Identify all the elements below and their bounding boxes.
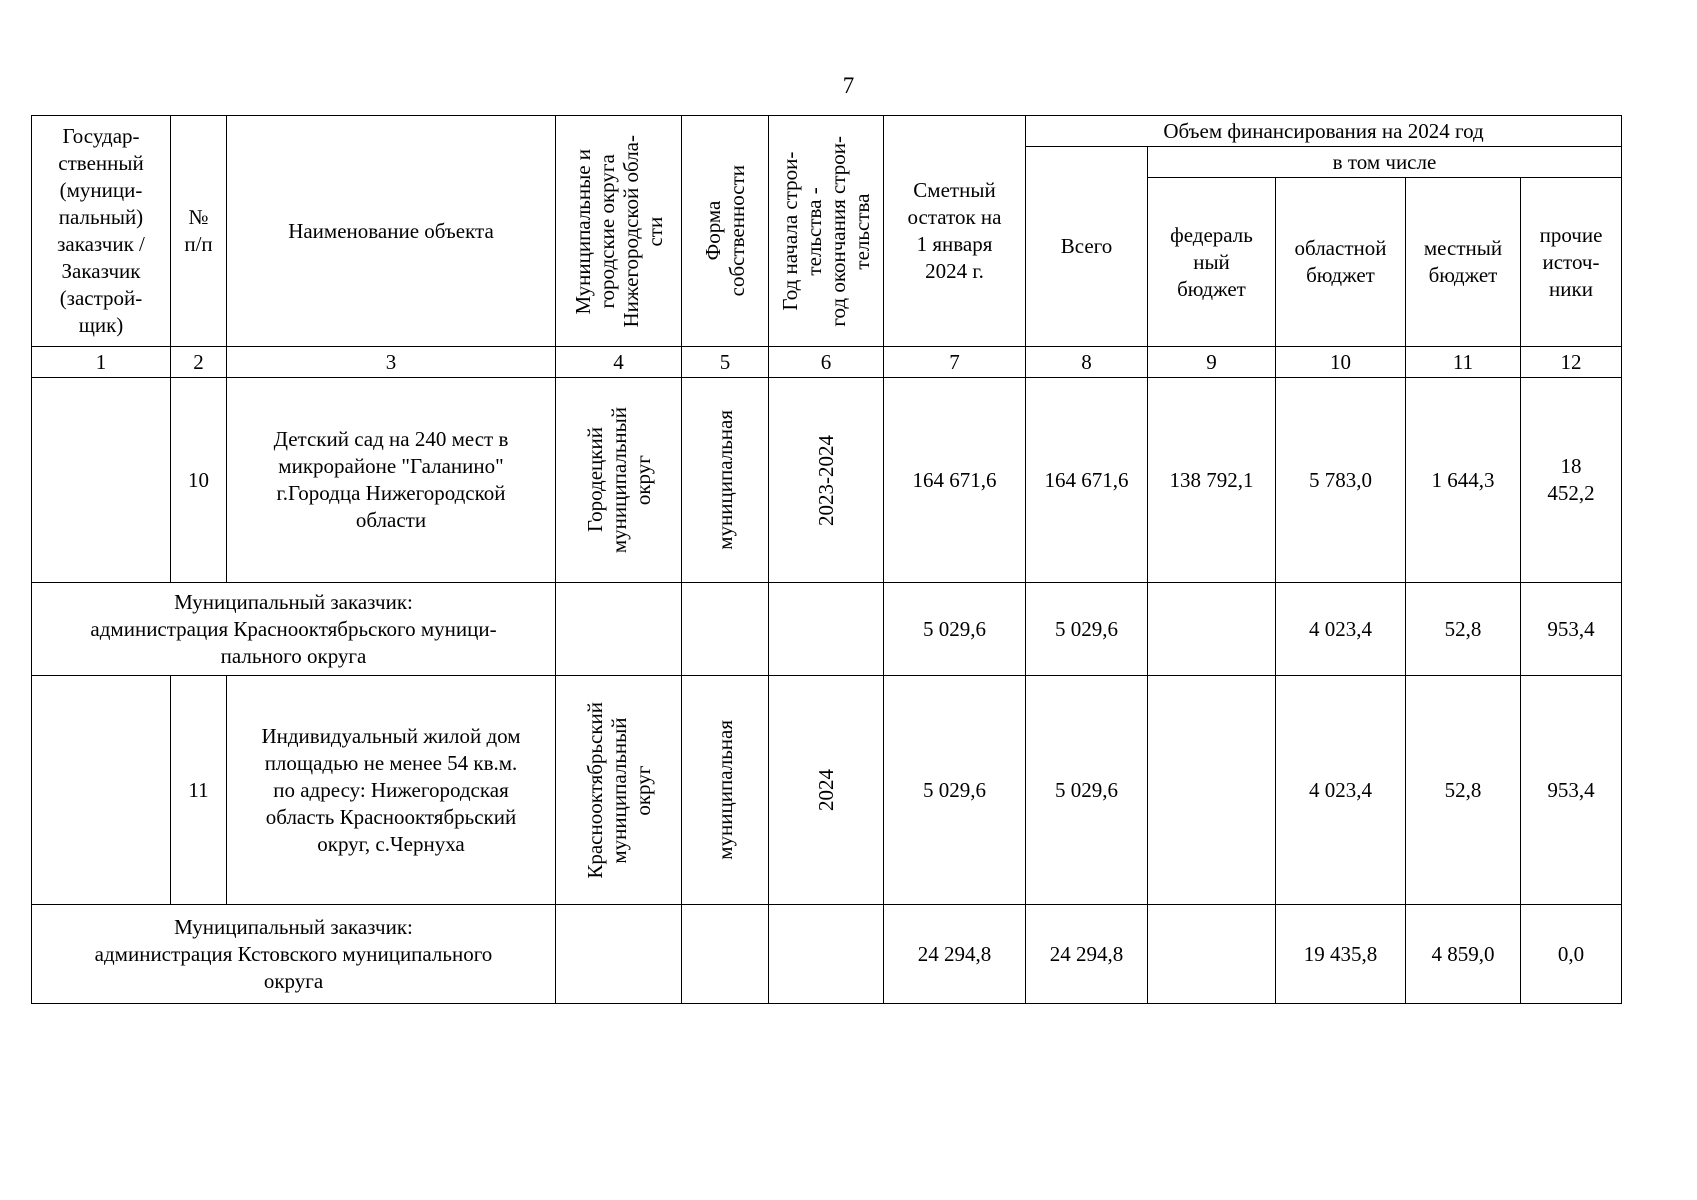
other-value: 0,0 (1521, 905, 1622, 1004)
header-ownership (682, 116, 769, 347)
header-financing: Объем финансирования на 2024 год (1026, 116, 1622, 147)
regional-value: 19 435,8 (1276, 905, 1406, 1004)
column-number: 3 (227, 347, 556, 378)
object-name: Детский сад на 240 мест в микрорайоне "Галанино" г.Городца Нижегородской области (227, 378, 556, 583)
column-number: 5 (682, 347, 769, 378)
column-number: 8 (1026, 347, 1148, 378)
row-num: 10 (171, 378, 227, 583)
column-number: 7 (884, 347, 1026, 378)
header-including: в том числе (1148, 147, 1622, 178)
years-text: 2024 (814, 769, 838, 811)
other-value: 953,4 (1521, 676, 1622, 905)
years-text: 2023-2024 (814, 434, 838, 526)
header-years-text: Год начала строи- тельства - год окончания строи- тельства (778, 135, 874, 327)
empty-cell (769, 583, 884, 676)
header-local: местный бюджет (1406, 178, 1521, 347)
header-districts-text: Муниципальные и городские округа Нижегородской обла- сти (570, 134, 667, 328)
empty-cell (682, 583, 769, 676)
column-number: 1 (32, 347, 171, 378)
header-total: Всего (1026, 147, 1148, 347)
row-num: 11 (171, 676, 227, 905)
other-value: 18 452,2 (1521, 378, 1622, 583)
header-regional: областной бюджет (1276, 178, 1406, 347)
district-text: Городецкий муниципальный округ (582, 406, 655, 554)
column-number: 9 (1148, 347, 1276, 378)
balance-value: 164 671,6 (884, 378, 1026, 583)
balance-value: 5 029,6 (884, 676, 1026, 905)
column-number: 10 (1276, 347, 1406, 378)
object-name: Индивидуальный жилой дом площадью не менее 54 кв.м. по адресу: Нижегородская область Краснооктябрьский округ, с.Чернуха (227, 676, 556, 905)
local-value: 1 644,3 (1406, 378, 1521, 583)
federal-value (1148, 583, 1276, 676)
column-numbers-row (32, 347, 1622, 378)
ownership-text: муниципальная (713, 410, 737, 550)
district-cell (556, 676, 682, 905)
column-number: 6 (769, 347, 884, 378)
column-number: 4 (556, 347, 682, 378)
empty-cell (682, 905, 769, 1004)
header-federal: федераль ный бюджет (1148, 178, 1276, 347)
ownership-cell (682, 676, 769, 905)
column-number: 2 (171, 347, 227, 378)
header-balance: Сметный остаток на 1 января 2024 г. (884, 116, 1026, 347)
ownership-text: муниципальная (713, 720, 737, 860)
header-row-top (32, 116, 1622, 147)
local-value: 52,8 (1406, 676, 1521, 905)
financing-table (31, 115, 1622, 1004)
customer-label: Муниципальный заказчик: администрация Краснооктябрьского муници- пального округа (32, 583, 556, 676)
ownership-cell (682, 378, 769, 583)
header-num: № п/п (171, 116, 227, 347)
total-value: 5 029,6 (1026, 583, 1148, 676)
empty-customer-cell (32, 676, 171, 905)
local-value: 52,8 (1406, 583, 1521, 676)
customer-label: Муниципальный заказчик: администрация Кстовского муниципального округа (32, 905, 556, 1004)
total-value: 164 671,6 (1026, 378, 1148, 583)
header-ownership-text: Форма собственности (701, 165, 749, 297)
regional-value: 4 023,4 (1276, 583, 1406, 676)
other-value: 953,4 (1521, 583, 1622, 676)
header-districts (556, 116, 682, 347)
empty-customer-cell (32, 378, 171, 583)
regional-value: 4 023,4 (1276, 676, 1406, 905)
header-object-name: Наименование объекта (227, 116, 556, 347)
customer-row (32, 905, 1622, 1004)
balance-value: 5 029,6 (884, 583, 1026, 676)
page-number: 7 (842, 73, 855, 98)
district-text: Краснооктябрьский муниципальный округ (582, 701, 655, 879)
header-customer: Государ- ственный (муници- пальный) заказчик / Заказчик (застрой- щик) (32, 116, 171, 347)
district-cell (556, 378, 682, 583)
header-years (769, 116, 884, 347)
customer-row (32, 583, 1622, 676)
federal-value (1148, 905, 1276, 1004)
column-number: 12 (1521, 347, 1622, 378)
local-value: 4 859,0 (1406, 905, 1521, 1004)
table-row (32, 378, 1622, 583)
empty-cell (556, 905, 682, 1004)
empty-cell (769, 905, 884, 1004)
header-other: прочие источ- ники (1521, 178, 1622, 347)
federal-value (1148, 676, 1276, 905)
column-number: 11 (1406, 347, 1521, 378)
regional-value: 5 783,0 (1276, 378, 1406, 583)
years-cell (769, 676, 884, 905)
empty-cell (556, 583, 682, 676)
federal-value: 138 792,1 (1148, 378, 1276, 583)
total-value: 24 294,8 (1026, 905, 1148, 1004)
balance-value: 24 294,8 (884, 905, 1026, 1004)
total-value: 5 029,6 (1026, 676, 1148, 905)
years-cell (769, 378, 884, 583)
table-row (32, 676, 1622, 905)
